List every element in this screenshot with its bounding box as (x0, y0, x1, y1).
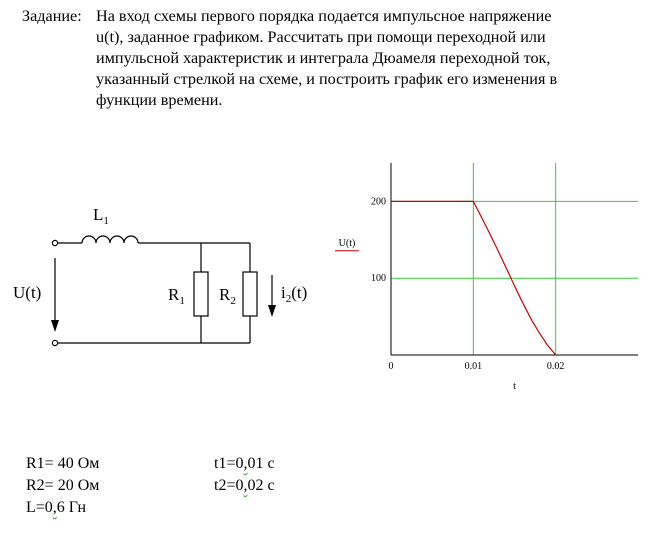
param-l: L=0,6 Гн (26, 499, 86, 516)
input-arrowhead (51, 320, 59, 332)
r1-label: $R_1$ (168, 285, 185, 307)
current-arrowhead (268, 305, 276, 317)
resistor-r2 (243, 272, 257, 316)
x-axis-label: t (513, 381, 516, 392)
task-line-5: функции времени. (96, 91, 223, 109)
task-line-2: u(t), заданное графиком. Рассчитать при помощи переходной или (96, 28, 546, 46)
param-t1: t1=0,01 с (214, 455, 275, 472)
terminal-bottom (52, 340, 57, 345)
y-axis-label: U(t) (338, 237, 356, 249)
task-text (22, 6, 652, 111)
chart-axes (391, 163, 638, 355)
y-tick-label-0: 100 (371, 273, 386, 285)
task-line-4: указанный стрелкой на схеме, и построить график его изменения в (96, 70, 558, 88)
task-line-1: На вход схемы первого порядка подается импульсное напряжение (96, 7, 552, 25)
circuit-diagram (0, 190, 330, 360)
chart-grid (391, 163, 638, 355)
inductor (82, 236, 138, 243)
inductor-label: $L_1$ (93, 205, 109, 227)
terminal-top (52, 240, 57, 245)
current-label: $i_2(t)$ (281, 283, 308, 305)
voltage-chart (330, 150, 650, 400)
r2-label: $R_2$ (219, 285, 236, 307)
param-r2: R2= 20 Ом (26, 477, 100, 494)
params-right (214, 453, 275, 497)
x-tick-label-2: 0.02 (546, 361, 565, 372)
chart-labels (335, 196, 564, 392)
resistor-r1 (194, 272, 208, 316)
param-t2: t2=0,02 с (214, 477, 275, 494)
task-line-3: импульсной характеристик и интеграла Дюамеля переходной ток, (96, 49, 551, 67)
input-voltage-label: U(t) (13, 283, 42, 302)
x-tick-label-0: 0 (388, 361, 394, 372)
x-tick-label-1: 0.01 (464, 361, 483, 372)
task-label: Задание: (22, 7, 82, 25)
params-left (26, 453, 99, 519)
param-r1: R1= 40 Ом (26, 455, 100, 472)
y-tick-label-1: 200 (371, 196, 386, 208)
